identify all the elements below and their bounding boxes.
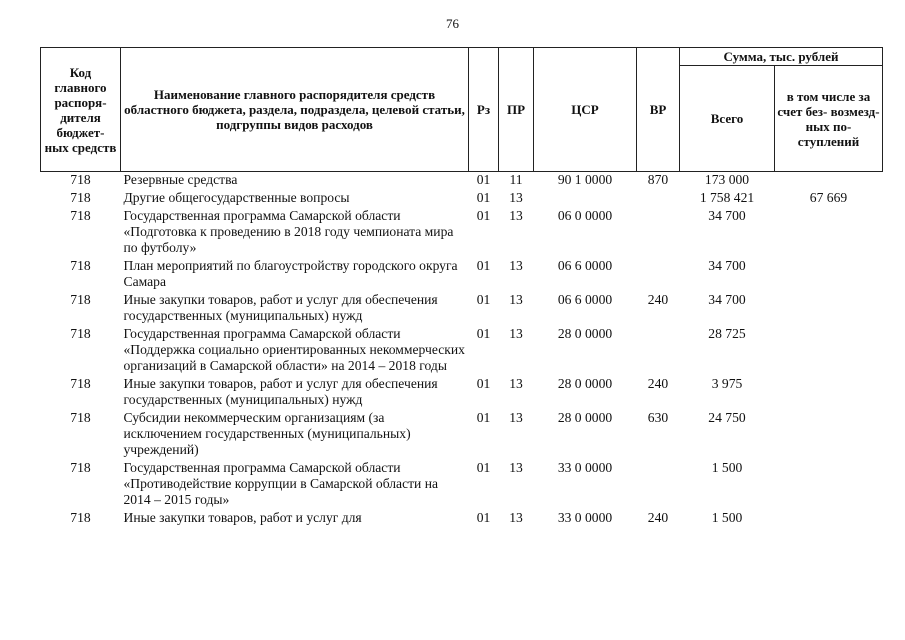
cell-name: Иные закупки товаров, работ и услуг для обеспечения государственных (муниципальных) нужд bbox=[123, 292, 438, 323]
table-header bbox=[41, 48, 883, 172]
cell-vr: 240 bbox=[647, 292, 669, 307]
cell-vr: 240 bbox=[647, 376, 669, 391]
cell-free bbox=[775, 292, 883, 326]
header-total: Всего bbox=[680, 66, 775, 172]
cell-code: 718 bbox=[70, 460, 91, 475]
cell-code: 718 bbox=[70, 208, 91, 223]
cell-free bbox=[775, 460, 883, 510]
header-free: в том числе за счет без- возмезд- ных по- ступлений bbox=[775, 66, 883, 172]
cell-vr bbox=[637, 258, 680, 292]
cell-name: Иные закупки товаров, работ и услуг для обеспечения государственных (муниципальных) нужд bbox=[123, 376, 438, 407]
cell-free bbox=[775, 510, 883, 528]
cell-total: 34 700 bbox=[708, 258, 746, 273]
cell-code: 718 bbox=[70, 190, 91, 205]
cell-csr: 33 0 0000 bbox=[557, 460, 613, 475]
cell-rz: 01 bbox=[476, 190, 491, 205]
cell-total: 3 975 bbox=[711, 376, 743, 391]
table-row bbox=[41, 460, 883, 510]
cell-code: 718 bbox=[70, 510, 91, 525]
cell-total: 34 700 bbox=[708, 292, 746, 307]
cell-rz: 01 bbox=[476, 376, 491, 391]
page-number: 76 bbox=[446, 16, 459, 31]
cell-total: 173 000 bbox=[704, 172, 750, 187]
cell-vr bbox=[637, 326, 680, 376]
cell-name: Субсидии некоммерческим организациям (за исключением государственных (муниципальных) учреждений) bbox=[123, 410, 411, 457]
cell-rz: 01 bbox=[476, 410, 491, 425]
header-pr: ПР bbox=[499, 48, 534, 172]
cell-pr: 13 bbox=[509, 510, 523, 525]
cell-code: 718 bbox=[70, 326, 91, 341]
cell-pr: 13 bbox=[509, 258, 523, 273]
table-row bbox=[41, 172, 883, 191]
cell-csr: 90 1 0000 bbox=[557, 172, 613, 187]
cell-total: 1 500 bbox=[711, 460, 743, 475]
cell-csr bbox=[534, 190, 637, 208]
cell-pr: 11 bbox=[509, 172, 523, 187]
cell-csr: 28 0 0000 bbox=[557, 410, 613, 425]
cell-csr: 28 0 0000 bbox=[557, 326, 613, 341]
cell-free bbox=[775, 326, 883, 376]
cell-pr: 13 bbox=[509, 376, 523, 391]
cell-name: Государственная программа Самарской области «Подготовка к проведению в 2018 году чемпионата мира по футболу» bbox=[123, 208, 454, 255]
cell-code: 718 bbox=[70, 410, 91, 425]
header-csr: ЦСР bbox=[534, 48, 637, 172]
cell-csr: 06 6 0000 bbox=[557, 258, 613, 273]
cell-vr bbox=[637, 460, 680, 510]
cell-pr: 13 bbox=[509, 208, 523, 223]
cell-vr: 870 bbox=[647, 172, 669, 187]
cell-csr: 06 0 0000 bbox=[557, 208, 613, 223]
cell-free bbox=[775, 172, 883, 191]
cell-vr bbox=[637, 208, 680, 258]
table-row bbox=[41, 258, 883, 292]
cell-total: 1 500 bbox=[711, 510, 743, 525]
cell-csr: 28 0 0000 bbox=[557, 376, 613, 391]
cell-vr bbox=[637, 190, 680, 208]
table-row bbox=[41, 208, 883, 258]
cell-total: 24 750 bbox=[708, 410, 746, 425]
cell-rz: 01 bbox=[476, 172, 491, 187]
cell-name: Резервные средства bbox=[123, 172, 238, 187]
cell-pr: 13 bbox=[509, 326, 523, 341]
header-code: Код главного распоря- дителя бюджет- ных средств bbox=[41, 48, 121, 172]
cell-free: 67 669 bbox=[809, 190, 848, 205]
cell-csr: 33 0 0000 bbox=[557, 510, 613, 525]
cell-pr: 13 bbox=[509, 410, 523, 425]
cell-code: 718 bbox=[70, 292, 91, 307]
cell-rz: 01 bbox=[476, 292, 491, 307]
header-rz: Рз bbox=[469, 48, 499, 172]
table-row bbox=[41, 326, 883, 376]
cell-vr: 630 bbox=[647, 410, 669, 425]
cell-pr: 13 bbox=[509, 190, 523, 205]
cell-csr: 06 6 0000 bbox=[557, 292, 613, 307]
table-row bbox=[41, 410, 883, 460]
cell-pr: 13 bbox=[509, 292, 523, 307]
cell-total: 1 758 421 bbox=[699, 190, 755, 205]
cell-name: Государственная программа Самарской области «Поддержка социально ориентированных некоммерческих организаций в Самарской области» на 2014 – 2018 годы bbox=[123, 326, 465, 373]
cell-name: Государственная программа Самарской области «Противодействие коррупции в Самарской области на 2014 – 2015 годы» bbox=[123, 460, 439, 507]
header-sum: Сумма, тыс. рублей bbox=[680, 48, 883, 66]
cell-code: 718 bbox=[70, 172, 91, 187]
table-row bbox=[41, 190, 883, 208]
table-body bbox=[41, 172, 883, 529]
cell-free bbox=[775, 410, 883, 460]
table-row bbox=[41, 376, 883, 410]
cell-rz: 01 bbox=[476, 208, 491, 223]
cell-total: 28 725 bbox=[708, 326, 746, 341]
cell-code: 718 bbox=[70, 376, 91, 391]
cell-name: План мероприятий по благоустройству городского округа Самара bbox=[123, 258, 458, 289]
cell-pr: 13 bbox=[509, 460, 523, 475]
cell-name: Иные закупки товаров, работ и услуг для bbox=[123, 510, 362, 525]
cell-name: Другие общегосударственные вопросы bbox=[123, 190, 350, 205]
cell-free bbox=[775, 376, 883, 410]
cell-rz: 01 bbox=[476, 258, 491, 273]
table-row bbox=[41, 510, 883, 528]
cell-rz: 01 bbox=[476, 510, 491, 525]
cell-free bbox=[775, 208, 883, 258]
cell-code: 718 bbox=[70, 258, 91, 273]
header-name: Наименование главного распорядителя средств областного бюджета, раздела, подраздела, целевой статьи, подгруппы видов расходов bbox=[121, 48, 469, 172]
cell-rz: 01 bbox=[476, 460, 491, 475]
cell-vr: 240 bbox=[647, 510, 669, 525]
cell-rz: 01 bbox=[476, 326, 491, 341]
header-vr: ВР bbox=[637, 48, 680, 172]
table-row bbox=[41, 292, 883, 326]
budget-table bbox=[40, 47, 883, 528]
cell-free bbox=[775, 258, 883, 292]
cell-total: 34 700 bbox=[708, 208, 746, 223]
